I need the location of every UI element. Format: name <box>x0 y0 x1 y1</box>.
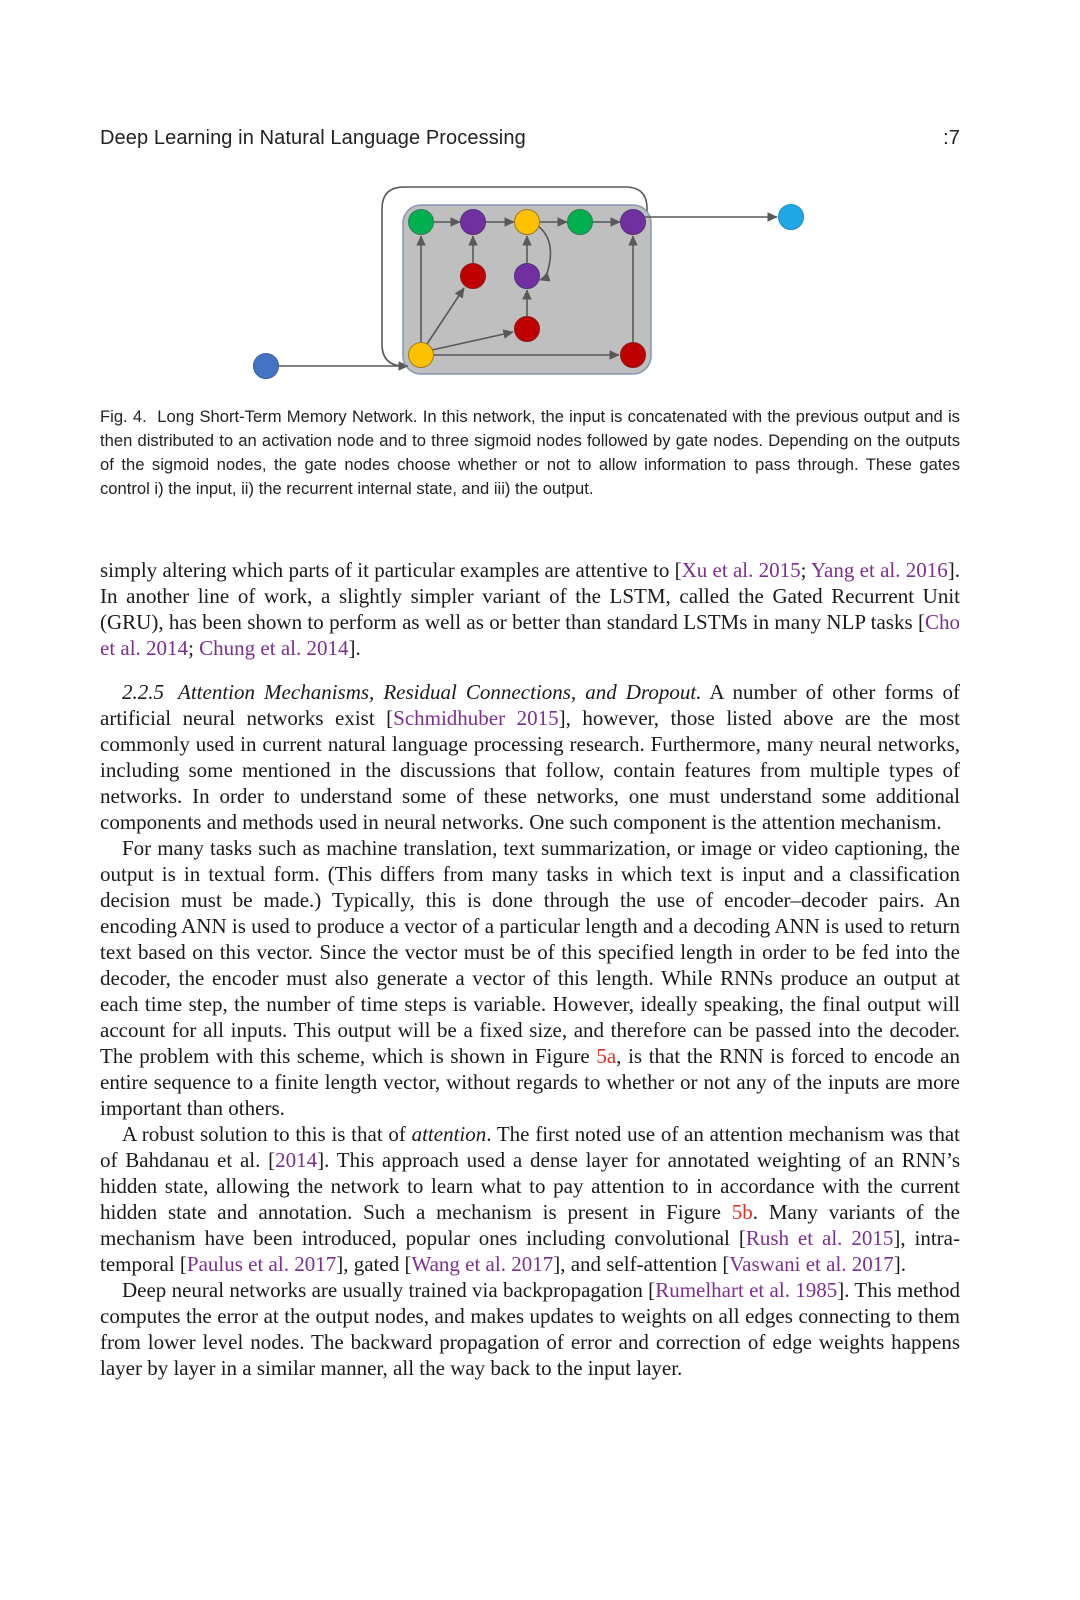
figure-label: Fig. 4. <box>100 407 147 426</box>
citation-link[interactable]: Rush et al. 2015 <box>745 1226 894 1250</box>
lstm-figure <box>0 180 1080 390</box>
citation-link[interactable]: Wang et al. 2017 <box>411 1252 554 1276</box>
paragraph: A robust solution to this is that of attention. The first noted use of an attention mechanism was that of Bahdanau et al. [2014]. This approach used a dense layer for annotated weighting of an RNN’s hidden state, allowing the network to learn what to pay attention to in accordance with the current hidden state and annotation. Such a mechanism is present in Figure 5b. Many variants of the mechanism have been introduced, popular ones including convolutional [Rush et al. 2015], intra-temporal [Paulus et al. 2017], gated [Wang et al. 2017], and self-attention [Vaswani et al. 2017]. <box>100 1122 960 1276</box>
input-node <box>254 354 279 379</box>
output-gate-node <box>621 210 646 235</box>
sigmoid-node <box>409 210 434 235</box>
citation-link[interactable]: Xu et al. 2015 <box>681 558 801 582</box>
citation-link[interactable]: Chung et al. 2014 <box>199 636 349 660</box>
section-title: Attention Mechanisms, Residual Connections, and Dropout. <box>178 680 702 704</box>
section-number: 2.2.5 <box>122 680 164 704</box>
output-node <box>779 205 804 230</box>
recurrent-sigmoid-node <box>515 317 540 342</box>
paragraph: Deep neural networks are usually trained via backpropagation [Rumelhart et al. 1985]. This method computes the error at the output nodes, and makes updates to weights on all edges connecting to them from lower level nodes. The backward propagation of error and correction of edge weights happens layer by layer in a similar manner, all the way back to the input layer. <box>100 1278 960 1380</box>
lstm-diagram <box>0 180 1080 390</box>
figure-caption <box>100 405 960 501</box>
output-sigmoid-node <box>621 343 646 368</box>
figure-caption-text: Long Short-Term Memory Network. In this network, the input is concatenated with the previous output and is then distributed to an activation node and to three sigmoid nodes followed by gate nodes. Depending on the outputs of the sigmoid nodes, the gate nodes choose whether or not to allow information to pass through. These gates control i) the input, ii) the recurrent internal state, and iii) the output. <box>100 407 960 498</box>
recurrent-gate-node <box>515 264 540 289</box>
activation-node <box>568 210 593 235</box>
citation-link[interactable]: 2014 <box>275 1148 318 1172</box>
running-title: Deep Learning in Natural Language Processing <box>100 127 526 149</box>
body-text <box>100 557 960 1381</box>
page-number: :7 <box>943 127 960 149</box>
input-gate-node <box>461 210 486 235</box>
citation-link[interactable]: Vaswani et al. 2017 <box>729 1252 894 1276</box>
citation-link[interactable]: Yang et al. 2016 <box>810 558 948 582</box>
citation-link[interactable]: Rumelhart et al. 1985 <box>655 1278 838 1302</box>
citation-link[interactable]: Cho et al. 2014 <box>100 610 960 660</box>
citation-link[interactable]: Paulus et al. 2017 <box>186 1252 337 1276</box>
paragraph: For many tasks such as machine translation, text summarization, or image or video captioning, the output is in textual form. (This differs from many tasks in which text is input and a classification decision must be made.) Typically, this is done through the use of encoder–decoder pairs. An encoding ANN is used to produce a vector of a particular length and a decoding ANN is used to return text based on this vector. Since the vector must be of this specified length in order to be fed into the decoder, the encoder must also generate a vector of this length. While RNNs produce an output at each time step, the number of time steps is variable. However, ideally speaking, the final output will account for all inputs. This output will be a fixed size, and therefore can be passed into the decoder. The problem with this scheme, which is shown in Figure 5a, is that the RNN is forced to encode an entire sequence to a finite length vector, without regards to whether or not any of the inputs are more important than others. <box>100 836 960 1120</box>
input-sigmoid-node <box>461 264 486 289</box>
concat-node <box>409 343 434 368</box>
paragraph: simply altering which parts of it particular examples are attentive to [Xu et al. 2015; Yang et al. 2016]. In another line of work, a slightly simpler variant of the LSTM, called the Gated Recurrent Unit (GRU), has been shown to perform as well as or better than standard LSTMs in many NLP tasks [Cho et al. 2014; Chung et al. 2014]. <box>100 558 960 660</box>
state-node <box>515 210 540 235</box>
citation-link[interactable]: Schmidhuber 2015 <box>393 706 559 730</box>
running-header <box>100 127 960 150</box>
figure-ref-link[interactable]: 5b <box>731 1200 753 1224</box>
figure-ref-link[interactable]: 5a <box>596 1044 617 1068</box>
section-paragraph: 2.2.5 Attention Mechanisms, Residual Connections, and Dropout. A number of other forms of artificial neural networks exist [Schmidhuber 2015], however, those listed above are the most commonly used in current natural language processing research. Furthermore, many neural networks, including some mentioned in the discussions that follow, contain features from multiple types of networks. In order to understand some of these networks, one must understand some additional components and methods used in neural networks. One such component is the attention mechanism. <box>100 680 961 834</box>
